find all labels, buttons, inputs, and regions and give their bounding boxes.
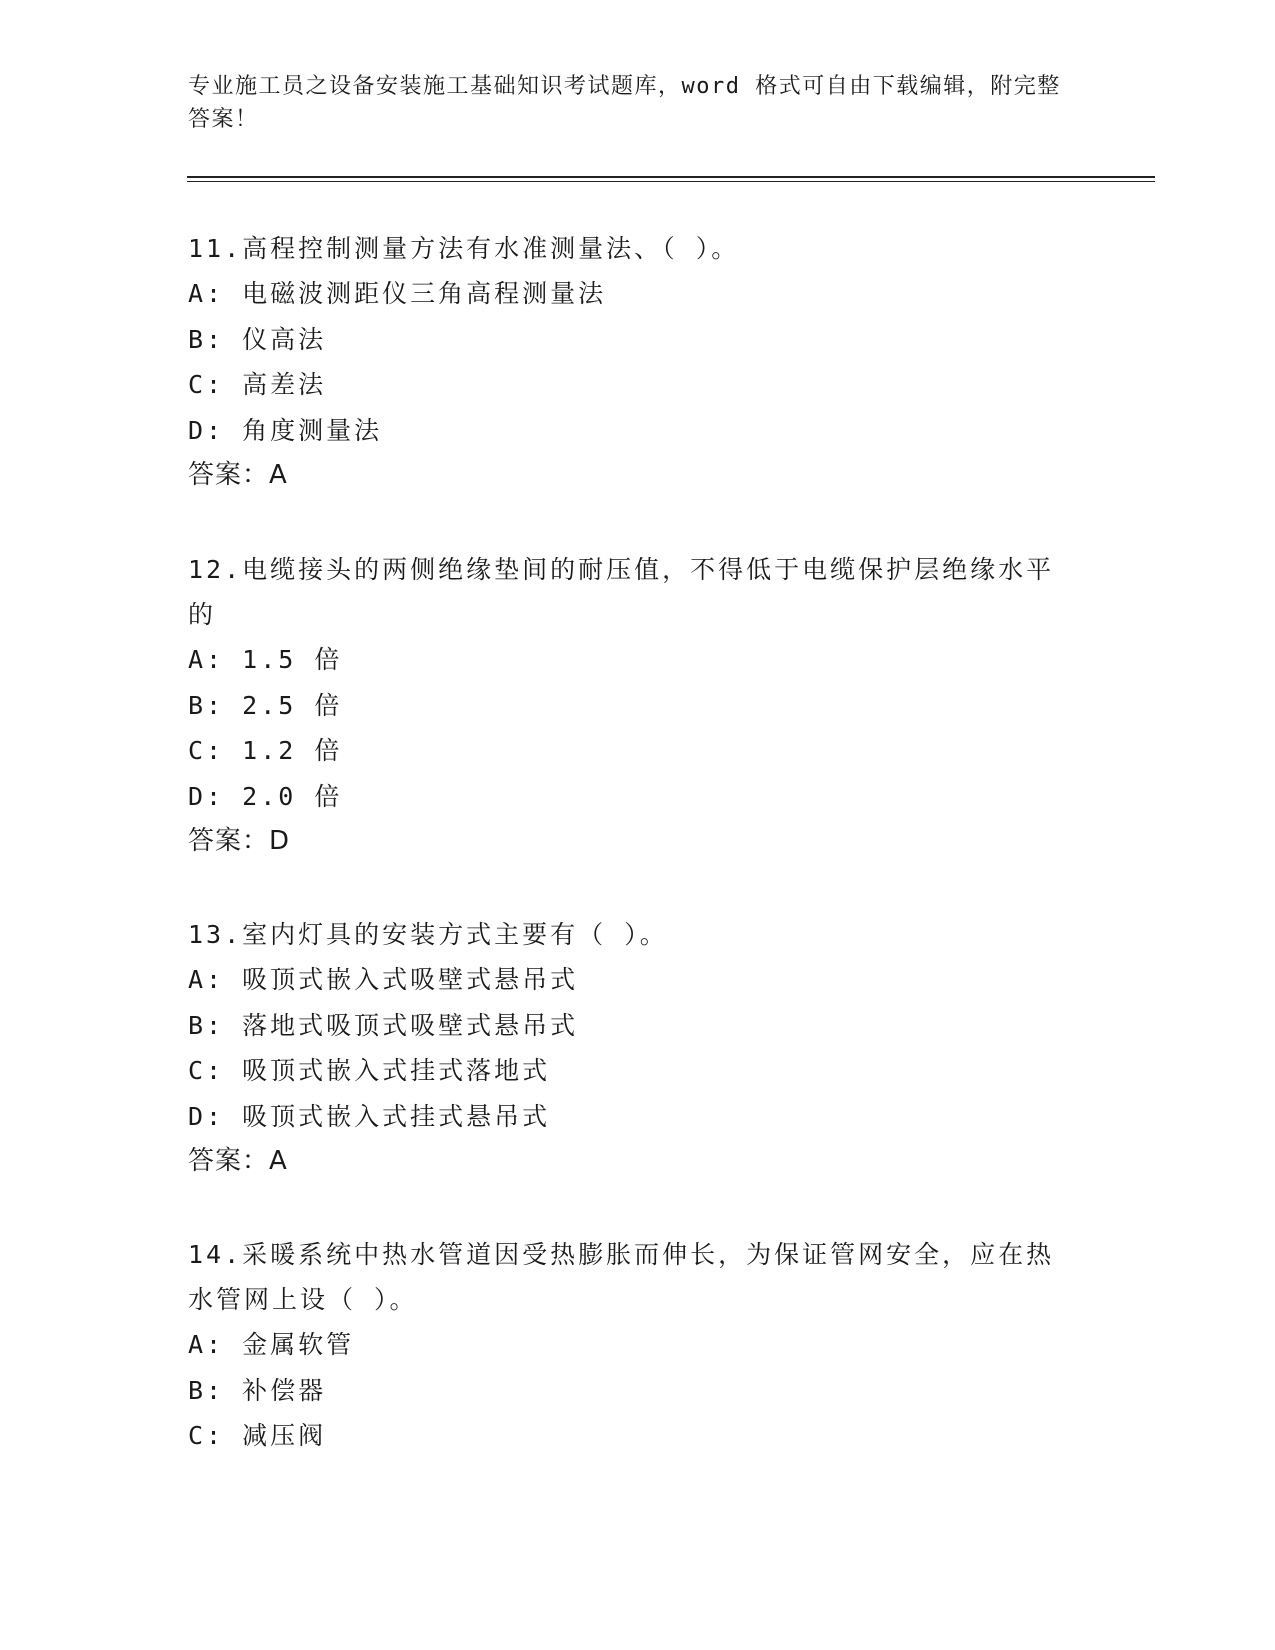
option-a: A: 电磁波测距仪三角高程测量法 — [188, 279, 607, 308]
option-c: C: 1.2 倍 — [188, 736, 343, 765]
answer: 答案：A — [188, 1146, 288, 1176]
question-13 — [188, 912, 1088, 1184]
option-c: C: 减压阀 — [188, 1421, 327, 1450]
option-b: B: 2.5 倍 — [188, 690, 343, 720]
answer: 答案：A — [188, 460, 288, 490]
option-a: A: 吸顶式嵌入式吸壁式悬吊式 — [188, 965, 579, 994]
question-stem: 13.室内灯具的安装方式主要有（ ）。 — [188, 920, 668, 949]
option-d: D: 2.0 倍 — [188, 781, 343, 811]
question-stem: 11.高程控制测量方法有水准测量法、（ ）。 — [188, 234, 740, 263]
question-11 — [188, 226, 1088, 498]
header-rule-thin — [187, 181, 1155, 182]
option-a: A: 金属软管 — [188, 1330, 355, 1359]
option-b: B: 仪高法 — [188, 324, 327, 354]
option-b: B: 落地式吸顶式吸壁式悬吊式 — [188, 1010, 579, 1040]
option-d: D: 吸顶式嵌入式挂式悬吊式 — [188, 1101, 551, 1131]
question-14 — [188, 1232, 1068, 1459]
header-rule-thick — [187, 176, 1155, 178]
question-12 — [188, 547, 1068, 864]
option-c: C: 高差法 — [188, 370, 327, 399]
option-c: C: 吸顶式嵌入式挂式落地式 — [188, 1056, 551, 1085]
option-b: B: 补偿器 — [188, 1375, 327, 1405]
question-stem: 12.电缆接头的两侧绝缘垫间的耐压值，不得低于电缆保护层绝缘水平的 — [188, 555, 1055, 629]
option-d: D: 角度测量法 — [188, 415, 383, 445]
answer: 答案：D — [188, 826, 291, 856]
question-stem: 14.采暖系统中热水管道因受热膨胀而伸长，为保证管网安全，应在热水管网上设（ ）。 — [188, 1240, 1055, 1314]
option-a: A: 1.5 倍 — [188, 645, 343, 674]
document-header: 专业施工员之设备安装施工基础知识考试题库，word 格式可自由下载编辑，附完整答案！ — [188, 74, 1061, 132]
